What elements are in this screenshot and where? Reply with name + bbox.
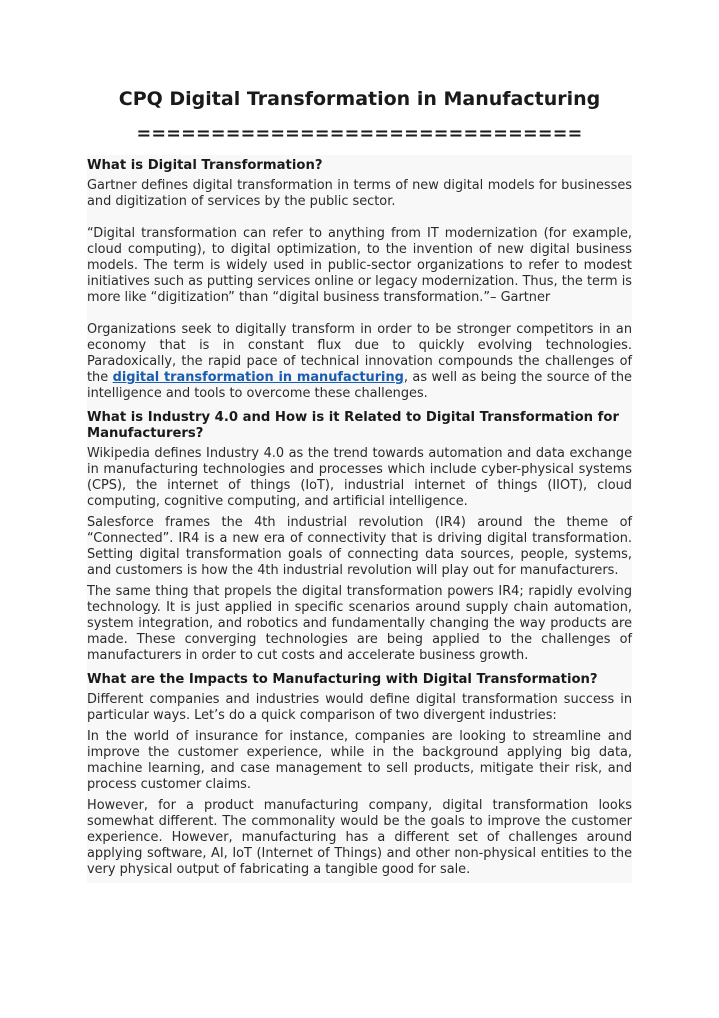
paragraph-with-link	[87, 322, 632, 402]
paragraph: Different companies and industries would define digital transformation success in particular ways. Let’s do a quick comparison of two divergent industries:	[87, 692, 632, 723]
paragraph: Salesforce frames the 4th industrial revolution (IR4) around the theme of “Connected”. IR4 is a new era of connectivity that is driving digital transformation. Setting digital transformation goals of connecting data sources, people, systems, and customers is how the 4th industrial revolution will play out for manufacturers.	[87, 515, 632, 578]
paragraph: Wikipedia defines Industry 4.0 as the trend towards automation and data exchange in manufacturing technologies and processes which include cyber-physical systems (CPS), the internet of things (IoT), industrial internet of things (IIOT), cloud computing, cognitive computing, and artificial intelligence.	[87, 446, 632, 509]
paragraph: In the world of insurance for instance, companies are looking to streamline and improve the customer experience, while in the background applying big data, machine learning, and case management to sell products, mitigate their risk, and process customer claims.	[87, 729, 632, 792]
section-impacts-to-manufacturing	[87, 669, 632, 878]
paragraph: However, for a product manufacturing company, digital transformation looks somewhat different. The commonality would be the goals to improve the customer experience. However, manufacturing has a different set of challenges around applying software, AI, IoT (Internet of Things) and other non-physical entities to the very physical output of fabricating a tangible good for sale.	[87, 798, 632, 877]
paragraph: Gartner defines digital transformation in terms of new digital models for businesses and digitization of services by the public sector.	[87, 178, 632, 209]
paragraph-text-before-link: Organizations seek to digitally transform in order to be stronger competitors in an economy that is in constant flux due to quickly evolving technologies. Paradoxically, the rapid pace of technical innovation compounds the challenges of the	[87, 322, 632, 385]
paragraph-text-after-link: , as well as being the source of the intelligence and tools to overcome these challenges.	[87, 370, 632, 401]
section-heading: What is Digital Transformation?	[87, 158, 323, 173]
title-separator: ==============================	[136, 124, 583, 144]
section-heading: What are the Impacts to Manufacturing with Digital Transformation?	[87, 672, 598, 687]
section-industry-4-0	[87, 407, 632, 664]
section-what-is-digital-transformation	[87, 155, 632, 402]
paragraph: The same thing that propels the digital transformation powers IR4; rapidly evolving technology. It is just applied in specific scenarios around supply chain automation, system integration, and robotics and fundamentally changing the way products are made. These converging technologies are being applied to the challenges of manufacturers in order to cut costs and accelerate business growth.	[87, 584, 632, 663]
document-body	[87, 155, 632, 883]
quote-paragraph: “Digital transformation can refer to anything from IT modernization (for example, cloud computing), to digital optimization, to the invention of new digital business models. The term is widely used in public-sector organizations to refer to modest initiatives such as putting services online or legacy modernization. Thus, the term is more like “digitization” than “digital business transformation.”– Gartner	[87, 226, 632, 305]
document-title: CPQ Digital Transformation in Manufacturing	[118, 88, 601, 110]
digital-transformation-link[interactable]: digital transformation in manufacturing	[112, 370, 404, 385]
section-heading: What is Industry 4.0 and How is it Related to Digital Transformation for Manufacturers?	[87, 410, 619, 441]
